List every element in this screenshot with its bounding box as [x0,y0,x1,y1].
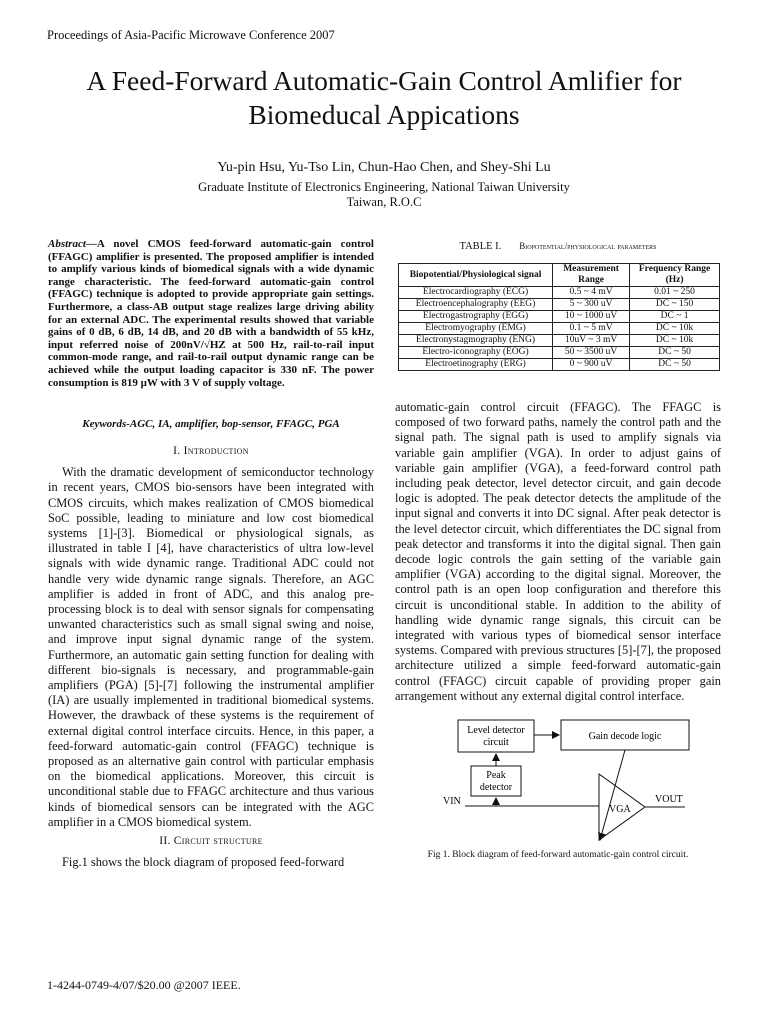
introduction-section [48,444,374,830]
table-cell: Electro-iconography (EOG) [399,347,553,359]
table-row [399,323,720,335]
vout-label: VOUT [655,794,683,805]
peak-detector-label-2: detector [479,782,513,793]
level-detector-label-2: circuit [483,737,509,748]
circuit-structure-text: Fig.1 shows the block diagram of proposed feed-forward [62,855,345,870]
table-header-cell: Biopotential/Physiological signal [399,264,553,287]
figure-caption: Fig 1. Block diagram of feed-forward automatic-gain control circuit. [427,850,689,860]
introduction-text: With the dramatic development of semiconductor technology in recent years, CMOS bio-sensors have been integrated with CMOS circuits, which makes realization of CMOS biomedical SoC possible, leading to miniature and low cost biomedical systems [1]-[3]. Biomedical or physiological signals, as illustrated in table I [4], have characteristics of ultra low-level signals with wide dynamic range. Traditional ADC could not handle very wide dynamic range signals. Therefore, an AGC amplifier is added in front of ADC, and this analog pre-processing block is to deal with sensor signals for compensating unwanted characteristics such as small signal swing and noise, and improve input signal dynamic range of the system. Furthermore, an automatic gain setting function for dealing with different bio-signals is necessary, and programmable-gain amplifiers (PGA) [5]-[7] following the instrumental amplifier (IA) are usually implemented in traditional biomedical systems. However, the drawback of these systems is the requirement of external digital control interface circuits. Hence, in this paper, a feed-forward automatic-gain control (FFAGC) technique is proposed as an alternative gain control with particular emphasis on the biomedical applications. Moreover, this circuit is unconditional stable due to FFAGC architecture and thus various kinds of biomedical sensors can be integrated with the AGC amplifier in a CMOS biomedical system. [48,465,374,829]
right-column-text: automatic-gain control circuit (FFAGC). The FFAGC is composed of two forward paths, namely the control path and the signal path. The signal path is used to amplify signals via variable gain amplifier (VGA). In order to adjust gains of variable gain amplifier (VGA), a feed-forward control path including peak detector, level detector circuit, and gain decode logic is adopted. The peak detector detects the amplitude of the input signal and converts it into DC signal. After peak detector is the level detector circuit, which differentiates the DC signal from peak detector and transforms it into the digital signal. Then gain decode logic controls the gain setting of the variable gain amplifier (VGA) according to the digital signal. Moreover, the control path is an open loop configuration and therefore this circuit is unconditional stable. In addition to the ability of handling wide dynamic range signals, this circuit can be integrated with various types of biomedical sensor interface systems. Compared with previous structures [5]-[7], the proposed architecture utilized a simple feed-forward automatic-gain control (FFAGC) circuit capable of providing proper gain arrangement without any external digital control interface. [395,400,721,703]
copyright-footer: 1-4244-0749-4/07/$20.00 @2007 IEEE. [47,978,241,992]
table-cell: 0.5 ~ 4 mV [553,287,630,299]
proceedings-header: Proceedings of Asia-Pacific Microwave Conference 2007 [47,28,335,42]
table-cell: DC ~ 50 [630,359,720,371]
gain-decode-label: Gain decode logic [588,731,662,742]
table-number: TABLE I. [459,241,502,252]
parameters-table [398,263,720,371]
table-cell: Electrocardiography (ECG) [399,287,553,299]
table-cell: 0.1 ~ 5 mV [553,323,630,335]
table-row [399,347,720,359]
section-heading-introduction: I. Introduction [173,445,249,457]
paper-title: A Feed-Forward Automatic-Gain Control Amlifier for Biomeducal Appications [86,65,682,130]
level-detector-label-1: Level detector [467,725,525,736]
table-cell: DC ~ 10k [630,335,720,347]
table-header-row [399,264,720,287]
table-cell: 10 ~ 1000 uV [553,311,630,323]
table-cell: 50 ~ 3500 uV [553,347,630,359]
vin-label: VIN [443,796,461,807]
affiliation-line-1: Graduate Institute of Electronics Engineering, National Taiwan University [198,180,570,194]
abstract-text: —A novel CMOS feed-forward automatic-gain control (FFAGC) amplifier is presented. The proposed amplifier is intended to amplify various kinds of biomedical signals with a wide dynamic range characteristic. The feed-forward automatic-gain control (FFAGC) technique is adopted to provide appropriate gain settings. Furthermore, a class-AB output stage realizes large driving ability for an external ADC. The experimental results showed that variable gains of 0 dB, 6 dB, 14 dB, and 20 dB with a bandwidth of 55 kHz, input referred noise of 200nV/√HZ at 500 Hz, rail-to-rail input common-mode range, and rail-to-rail output dynamic range can be achieved while the output loading capacitor is 330 nF. The power consumption is 819 μW with 3 V of supply voltage. [48,238,374,389]
block-diagram-figure [395,712,725,852]
vga-label: VGA [609,804,631,815]
table-cell: Electrogastrography (EGG) [399,311,553,323]
table-cell: Electromyography (EMG) [399,323,553,335]
table-cell: 5 ~ 300 uV [553,299,630,311]
table-row [399,359,720,371]
table-cell: Electroencephalography (EEG) [399,299,553,311]
table-cell: 0.01 ~ 250 [630,287,720,299]
section-heading-circuit-structure: II. Circuit structure [159,835,263,847]
table-cell: Electroetinography (ERG) [399,359,553,371]
table-cell: 10uV ~ 3 mV [553,335,630,347]
abstract-label: Abstract [48,238,86,250]
peak-detector-label-1: Peak [486,770,506,781]
table-row [399,287,720,299]
abstract [48,238,374,389]
table-caption [395,241,721,252]
table-cell: Electronystagmography (ENG) [399,335,553,347]
keywords: Keywords-AGC, IA, amplifier, bop-sensor, FFAGC, PGA [82,418,340,430]
table-cell: DC ~ 10k [630,323,720,335]
table-row [399,299,720,311]
affiliation [0,180,768,210]
table-header-cell: Measurement Range [553,264,630,287]
table-row [399,335,720,347]
table-cell: DC ~ 50 [630,347,720,359]
table-header-cell: Frequency Range (Hz) [630,264,720,287]
affiliation-line-2: Taiwan, R.O.C [346,195,422,209]
authors: Yu-pin Hsu, Yu-Tso Lin, Chun-Hao Chen, and Shey-Shi Lu [217,160,551,175]
table-cell: DC ~ 1 [630,311,720,323]
table-cell: DC ~ 150 [630,299,720,311]
table-row [399,311,720,323]
table-cell: 0 ~ 900 uV [553,359,630,371]
circuit-structure-section [48,834,374,870]
table-title: Biopotential/physiological parameters [519,241,657,251]
